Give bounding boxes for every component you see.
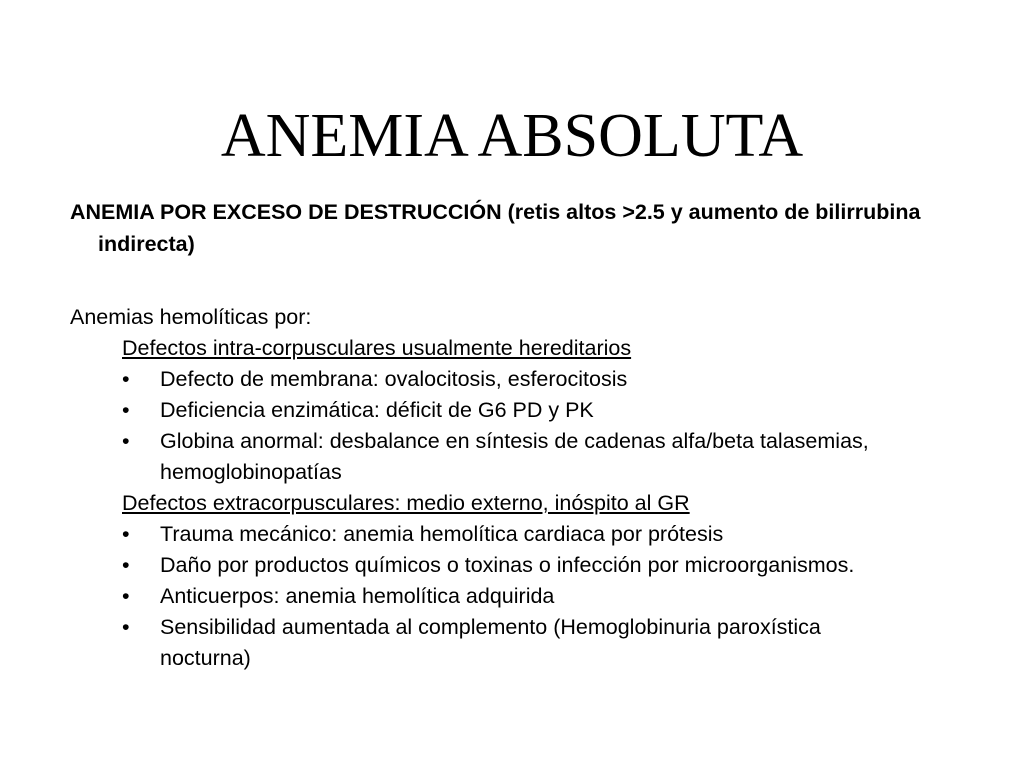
list-item-text: Defecto de membrana: ovalocitosis, esferocitosis — [160, 367, 628, 391]
list-item-text: Sensibilidad aumentada al complemento (Hemoglobinuria paroxística nocturna) — [160, 615, 821, 670]
list-item — [122, 612, 970, 674]
intro-text: Anemias hemolíticas por: — [70, 305, 312, 329]
bullet-icon: • — [122, 429, 130, 453]
group-heading: Defectos intra-corpusculares usualmente hereditarios — [122, 336, 632, 360]
bullet-icon: • — [122, 522, 130, 546]
slide-body — [70, 302, 970, 674]
list-item — [122, 519, 970, 550]
list-item-text: Globina anormal: desbalance en síntesis de cadenas alfa/beta talasemias, hemoglobinopatías — [160, 429, 869, 484]
list-item-text: Trauma mecánico: anemia hemolítica cardiaca por prótesis — [160, 522, 724, 546]
bullet-icon: • — [122, 367, 130, 391]
list-item-text: Daño por productos químicos o toxinas o infección por microorganismos. — [160, 553, 855, 577]
group-extracorpuscular — [70, 488, 970, 674]
bullet-icon: • — [122, 553, 130, 577]
list-item-text: Anticuerpos: anemia hemolítica adquirida — [160, 584, 555, 608]
list-item — [122, 550, 970, 581]
group-intracorpuscular — [70, 333, 970, 488]
slide-title: ANEMIA ABSOLUTA — [220, 102, 804, 170]
slide-subtitle: ANEMIA POR EXCESO DE DESTRUCCIÓN (retis altos >2.5 y aumento de bilirrubina indirecta) — [70, 200, 921, 256]
list-item-text: Deficiencia enzimática: déficit de G6 PD y PK — [160, 398, 594, 422]
list-item — [122, 426, 970, 488]
list-item — [122, 395, 970, 426]
list-item — [122, 581, 970, 612]
bullet-icon: • — [122, 584, 130, 608]
list-item — [122, 364, 970, 395]
bullet-icon: • — [122, 615, 130, 639]
group-heading: Defectos extracorpusculares: medio externo, inóspito al GR — [122, 491, 690, 515]
bullet-icon: • — [122, 398, 130, 422]
